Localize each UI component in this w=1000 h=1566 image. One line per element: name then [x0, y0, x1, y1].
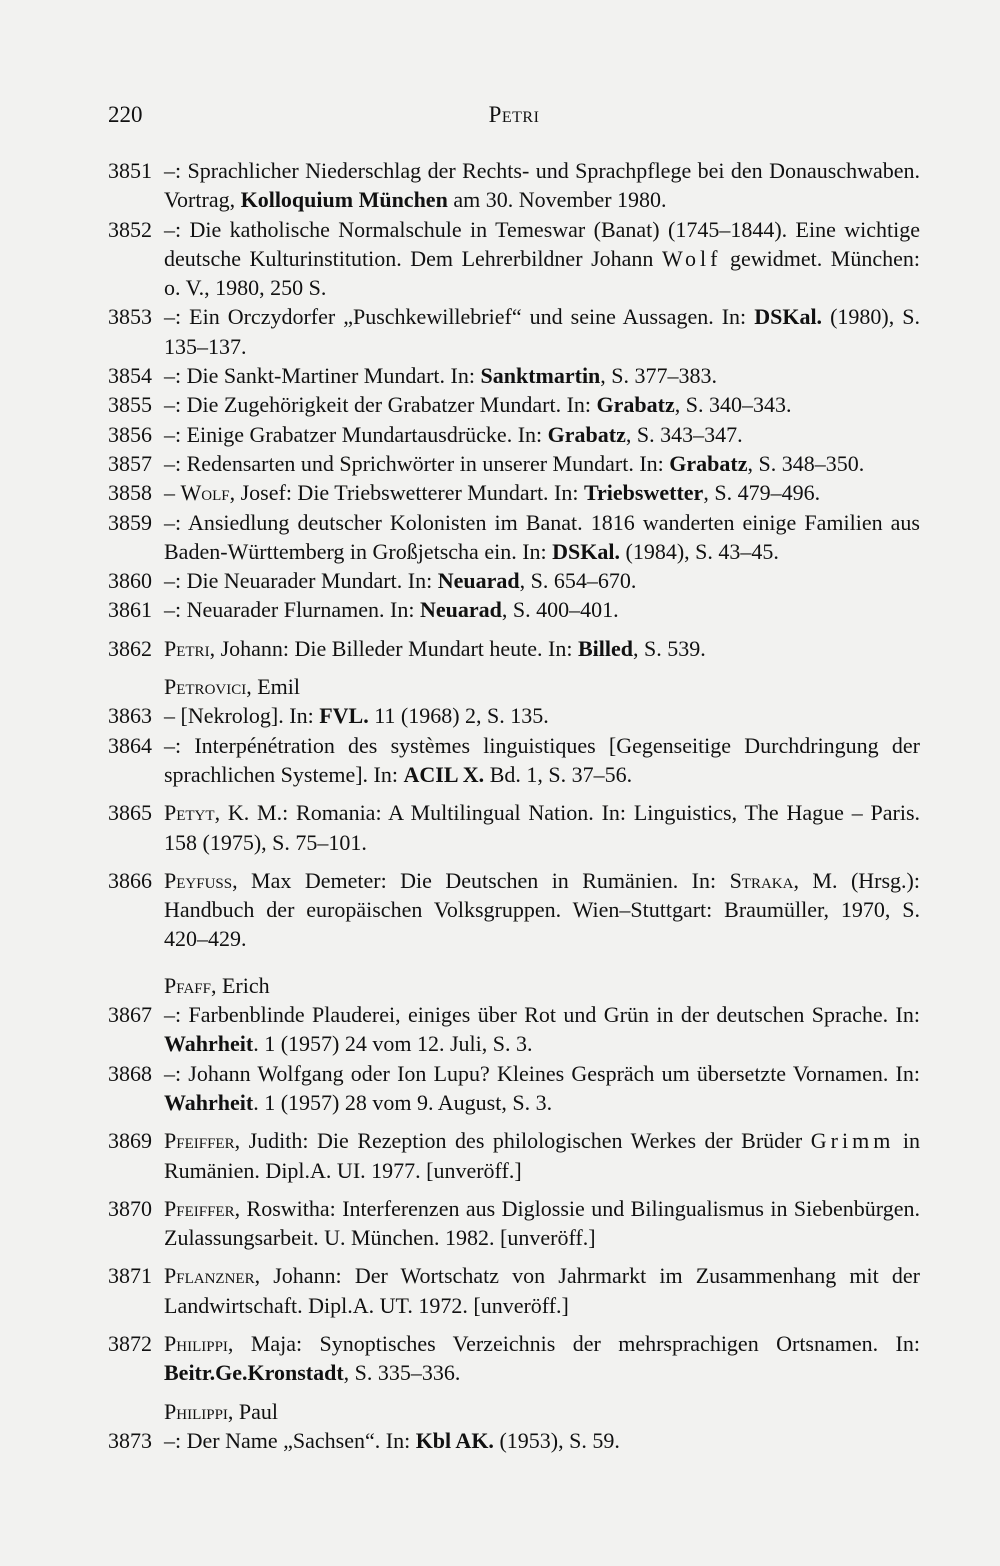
bibliography-entry	[108, 302, 920, 361]
bibliography-entry	[108, 866, 920, 954]
page-number: 220	[108, 102, 143, 127]
bibliography-entry	[108, 478, 920, 507]
entry-text: –: Einige Grabatzer Mundartausdrücke. In: Grabatz, S. 343–347.	[164, 421, 743, 447]
entry-number: 3860	[108, 568, 152, 594]
bibliography-entry	[108, 215, 920, 303]
entry-number: 3851	[108, 158, 152, 183]
entry-text: –: Redensarten und Sprichwörter in unserer Mundart. In: Grabatz, S. 348–350.	[164, 450, 865, 476]
entry-text: Pfeiffer, Judith: Die Rezeption des philologischen Werkes der Brüder Grimm in Rumänien. Dipl.A. UI. 1977. [unveröff.]	[164, 1128, 920, 1183]
entry-number: 3866	[108, 867, 152, 893]
bibliography-entry	[108, 701, 920, 730]
entry-number: 3870	[108, 1195, 152, 1221]
bibliography-entry	[108, 1000, 920, 1059]
author-heading: Philippi, Paul	[164, 1398, 279, 1424]
entry-text: –: Die Sankt-Martiner Mundart. In: Sanktmartin, S. 377–383.	[164, 363, 718, 389]
entry-number: 3861	[108, 597, 152, 623]
bibliography-entry	[108, 731, 920, 790]
bibliography-entry	[108, 1059, 920, 1118]
entry-number: 3856	[108, 421, 152, 447]
bibliography-entry	[108, 420, 920, 449]
entry-text: Petri, Johann: Die Billeder Mundart heute. In: Billed, S. 539.	[164, 635, 706, 661]
entry-number: 3855	[108, 392, 152, 418]
bibliography-entry	[108, 1126, 920, 1185]
entry-number: 3864	[108, 732, 152, 758]
entry-number: 3871	[108, 1263, 152, 1289]
author-heading: Petrovici, Emil	[164, 674, 301, 700]
entry-text: –: Die katholische Normalschule in Temeswar (Banat) (1745–1844). Eine wichtige deutsche Kulturinstitution. Dem Lehrerbildner Johann Wolf gewidmet. München: o. V., 1980, 250 S.	[164, 216, 920, 301]
entry-number: 3868	[108, 1060, 152, 1086]
bibliography-entry	[108, 1426, 920, 1455]
bibliography-entry	[108, 390, 920, 419]
bibliography-entry	[108, 1329, 920, 1388]
entry-number: 3863	[108, 703, 152, 729]
entry-number: 3873	[108, 1427, 152, 1453]
entry-text: –: Neuarader Flurnamen. In: Neuarad, S. 400–401.	[164, 597, 619, 623]
entry-text: Peyfuss, Max Demeter: Die Deutschen in Rumänien. In: Straka, M. (Hrsg.): Handbuch der europäischen Volksgruppen. Wien–Stuttgart: Braumüller, 1970, S. 420–429.	[164, 867, 920, 952]
entry-text: –: Ein Orczydorfer „Puschkewillebrief“ und seine Aussagen. In: DSKal. (1980), S. 135–137.	[164, 304, 921, 359]
bibliography-entry	[108, 361, 920, 390]
bibliography-entry	[108, 1261, 920, 1320]
entry-number: 3852	[108, 216, 152, 242]
bibliography-entry	[108, 634, 920, 663]
entry-number: 3854	[108, 363, 152, 389]
bibliography-entry	[108, 1194, 920, 1253]
entry-number: 3872	[108, 1330, 152, 1356]
entry-text: –: Die Zugehörigkeit der Grabatzer Mundart. In: Grabatz, S. 340–343.	[164, 392, 792, 418]
bibliography-entry	[108, 566, 920, 595]
entry-number: 3857	[108, 450, 152, 476]
entry-text: Pfeiffer, Roswitha: Interferenzen aus Diglossie und Bilingualismus in Siebenbürgen. Zulassungsarbeit. U. München. 1982. [unveröff.]	[164, 1195, 920, 1251]
running-title: Petri	[488, 102, 540, 127]
entry-number: 3859	[108, 509, 152, 535]
bibliography-entry	[108, 798, 920, 857]
entry-number: 3853	[108, 304, 152, 330]
bibliography-entry	[108, 508, 920, 567]
author-heading: Pfaff, Erich	[164, 972, 270, 998]
bibliography-list	[108, 156, 920, 1455]
entry-text: Philippi, Maja: Synoptisches Verzeichnis der mehrsprachigen Ortsnamen. In: Beitr.Ge.Kronstadt, S. 335–336.	[164, 1330, 920, 1386]
entry-text: Petyt, K. M.: Romania: A Multilingual Nation. In: Linguistics, The Hague – Paris. 158 (1975), S. 75–101.	[164, 800, 920, 855]
bibliography-entry	[108, 156, 920, 215]
entry-text: –: Der Name „Sachsen“. In: Kbl AK. (1953), S. 59.	[164, 1427, 620, 1453]
entry-text: –: Interpénétration des systèmes linguistiques [Gegenseitige Durchdringung der sprachlichen Systeme]. In: ACIL X. Bd. 1, S. 37–56.	[164, 732, 920, 787]
bibliography-entry	[108, 449, 920, 478]
entry-number: 3869	[108, 1128, 152, 1154]
running-head	[108, 102, 920, 134]
entry-text: –: Ansiedlung deutscher Kolonisten im Banat. 1816 wanderten einige Familien aus Baden-Württemberg in Großjetscha ein. In: DSKal. (1984), S. 43–45.	[164, 509, 920, 564]
entry-number: 3865	[108, 800, 152, 826]
entry-text: –: Sprachlicher Niederschlag der Rechts- und Sprachpflege bei den Donauschwaben. Vortrag, Kolloquium München am 30. November 1980.	[164, 158, 920, 213]
entry-number: 3862	[108, 635, 152, 661]
entry-number: 3867	[108, 1002, 152, 1028]
entry-text: –: Die Neuarader Mundart. In: Neuarad, S. 654–670.	[164, 568, 637, 594]
entry-number: 3858	[108, 480, 152, 506]
entry-text: –: Farbenblinde Plauderei, einiges über Rot und Grün in der deutschen Sprache. In: Wahrheit. 1 (1957) 24 vom 12. Juli, S. 3.	[164, 1002, 920, 1057]
entry-text: – Wolf, Josef: Die Triebswetterer Mundart. In: Triebswetter, S. 479–496.	[164, 480, 821, 506]
entry-text: – [Nekrolog]. In: FVL. 11 (1968) 2, S. 135.	[164, 703, 549, 729]
entry-text: –: Johann Wolfgang oder Ion Lupu? Kleines Gespräch um übersetzte Vornamen. In: Wahrheit. 1 (1957) 28 vom 9. August, S. 3.	[164, 1060, 920, 1115]
bibliography-entry	[108, 595, 920, 624]
entry-text: Pflanzner, Johann: Der Wortschatz von Jahrmarkt im Zusammenhang mit der Landwirtschaft. Dipl.A. UT. 1972. [unveröff.]	[164, 1263, 920, 1318]
